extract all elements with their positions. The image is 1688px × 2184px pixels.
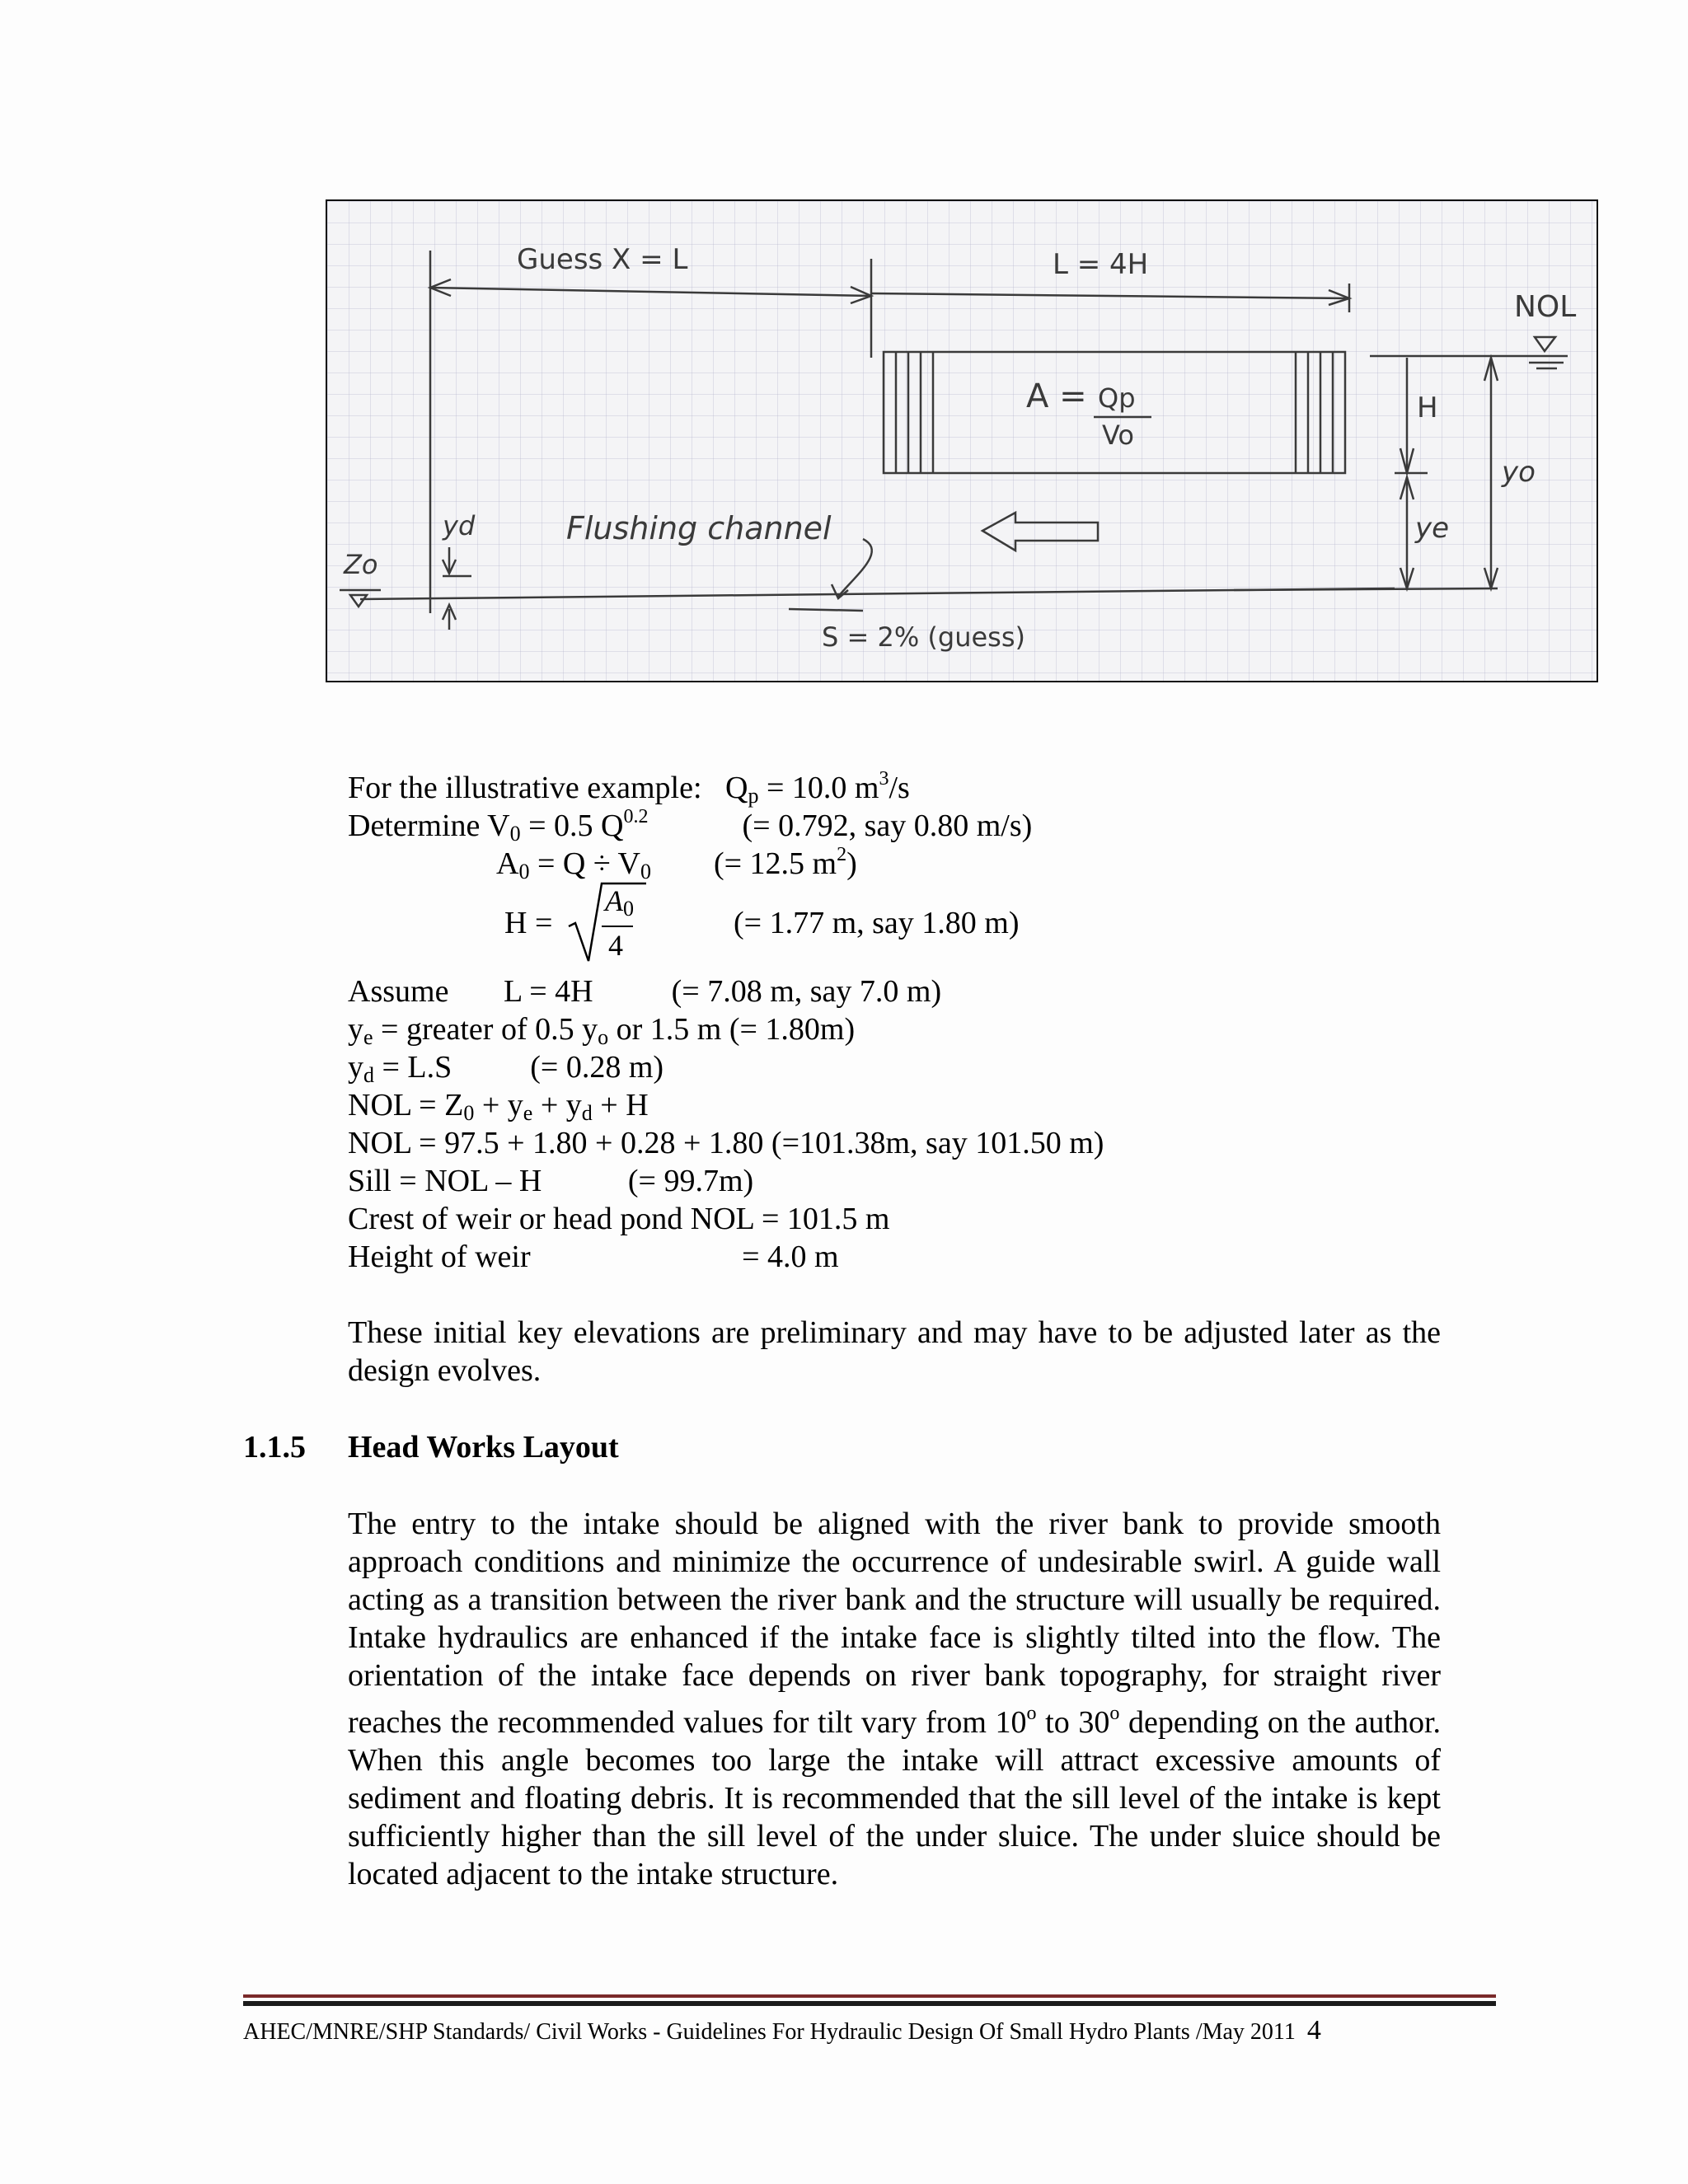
yo-label: yo <box>1502 456 1536 489</box>
sketch-drawing <box>327 201 1598 682</box>
sqrt-expression <box>565 875 648 966</box>
zo-label: Zo <box>344 549 378 580</box>
calc-line-2: Determine $V_0 = 0.5$ $Q^{0.2}$ (= 0.792, say 0.80 m/s) <box>348 806 1033 846</box>
calc-line-9: NOL = 97.5 + 1.80 + 0.28 + 1.80 (=101.38m, say 101.50 m) <box>348 1126 1104 1160</box>
calc-line-8: NOL = $Z_0 + y_e + y_d + H$ <box>348 1088 649 1125</box>
calc-line-6: $y_e$ = greater of 0.5 $y_o$ or 1.5 m (= 1.80m) <box>348 1012 856 1049</box>
nol-label: NOL <box>1514 290 1577 324</box>
calc-line-12: Height of weir = 4.0 m <box>348 1240 839 1274</box>
footer-rule-top <box>243 1994 1496 1998</box>
area-num-label: Qp <box>1098 382 1136 414</box>
page-footer <box>243 2014 1321 2049</box>
guess-label: Guess X = L <box>517 243 688 276</box>
section-number: 1.1.5 <box>243 1430 306 1465</box>
calc-line-5: Assume L = 4H (= 7.08 m, say 7.0 m) <box>348 974 942 1009</box>
sqrt-numerator: $A_0$ <box>605 884 634 921</box>
yd-label: yd <box>443 510 476 541</box>
area-a-label: A = <box>1026 377 1087 415</box>
ye-label: ye <box>1415 512 1450 545</box>
calc-line-4-label: H = <box>504 906 553 940</box>
calc-line-1: For the illustrative example: $Q_p = 10.0$ $m^3/s$ <box>348 768 910 808</box>
channel-label: Flushing channel <box>566 510 832 546</box>
calc-line-3: $A_0 = Q \div V_0$ (= 12.5 $m^2$) <box>496 844 857 883</box>
length-label: L = 4H <box>1053 248 1149 281</box>
calc-line-4-value: (= 1.77 m, say 1.80 m) <box>734 906 1020 940</box>
area-den-label: Vo <box>1102 419 1134 451</box>
section-title: Head Works Layout <box>348 1430 619 1465</box>
sqrt-denominator: 4 <box>608 929 623 962</box>
flushing-channel-sketch <box>326 199 1598 682</box>
calc-line-7: $y_d = L.S$ (= 0.28 m) <box>348 1050 664 1087</box>
calc-line-11: Crest of weir or head pond NOL = 101.5 m <box>348 1202 890 1236</box>
footer-rule-bottom <box>243 2001 1496 2006</box>
paragraph-elevations: These initial key elevations are preliminary and may have to be adjusted later as the design evolves. <box>348 1315 1441 1388</box>
calc-line-10: Sill = NOL – H (= 99.7m) <box>348 1164 754 1198</box>
slope-label: S = 2% (guess) <box>822 621 1025 653</box>
page-number: 4 <box>1306 2015 1321 2046</box>
footer-text: AHEC/MNRE/SHP Standards/ Civil Works - Guidelines For Hydraulic Design Of Small Hydro Plants /May 2011 <box>243 2019 1307 2045</box>
paragraph-head-works: The entry to the intake should be aligned with the river bank to provide smooth approach conditions and minimize the occurrence of undesirable swirl. A guide wall acting as a transition between the river bank and the structure will usually be required. Intake hydraulics are enhanced if the intake face is slightly tilted into the flow. The orientation of the intake face depends on river bank topography, for straight river reaches the recommended values for tilt vary from 10$^o$ to 30$^o$ depending on the author. When this angle becomes too large the intake will attract excessive amounts of sediment and floating debris. It is recommended that the sill level of the intake is kept sufficiently higher than the sill level of the under sluice. The under sluice should be located adjacent to the intake structure. <box>348 1507 1441 1891</box>
h-label: H <box>1417 391 1438 424</box>
